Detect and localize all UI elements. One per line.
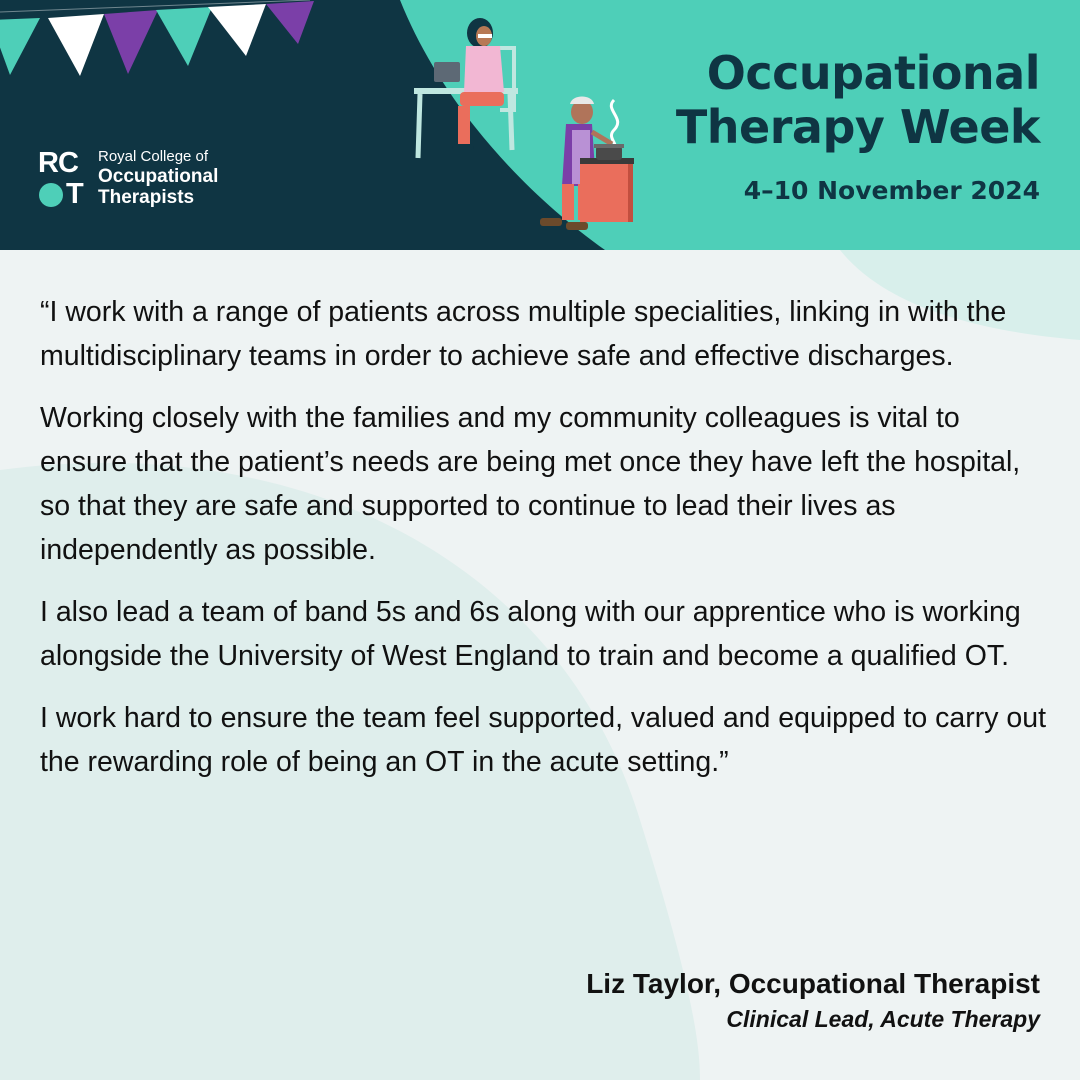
logo-letters-top: RC xyxy=(38,147,78,179)
quote-paragraph: I also lead a team of band 5s and 6s along with our apprentice who is working alongside the University of West England to train and become a qualified OT. xyxy=(40,596,1021,672)
attribution xyxy=(586,966,1040,1036)
event-title-line-2: Therapy Week xyxy=(675,100,1040,154)
logo-line-2: Occupational xyxy=(98,166,219,187)
quote-paragraph: I work hard to ensure the team feel supported, valued and equipped to carry out the rewarding role of being an OT in the acute setting.” xyxy=(40,702,1047,778)
logo-letter-bottom: T xyxy=(66,178,84,210)
logo-text xyxy=(98,149,218,209)
author-role: Clinical Lead, Acute Therapy xyxy=(726,1006,1040,1032)
quote-paragraph: “I work with a range of patients across multiple specialities, linking in with the multidisciplinary teams in order to achieve safe and effective discharges. xyxy=(40,296,1007,372)
testimonial-quote xyxy=(40,290,1050,802)
author-name: Liz Taylor, Occupational Therapist xyxy=(586,968,1040,999)
event-dates: 4–10 November 2024 xyxy=(743,176,1040,205)
logo-line-3: Therapists xyxy=(98,187,195,208)
quote-paragraph: Working closely with the families and my community colleagues is vital to ensure that the patient’s needs are being met once they have left the hospital, so that they are safe and supported to continue to lead their lives as independently as possible. xyxy=(40,402,1021,566)
event-title xyxy=(676,46,1040,154)
logo-line-1: Royal College of xyxy=(98,148,209,165)
logo-mark xyxy=(38,148,94,210)
event-title-line-1: Occupational xyxy=(706,46,1040,100)
rcot-logo xyxy=(38,148,218,210)
logo-circle-icon xyxy=(39,183,63,207)
